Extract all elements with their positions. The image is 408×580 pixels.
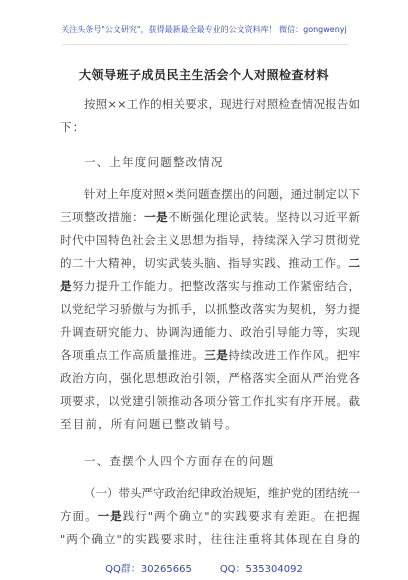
text-span: 方面。 <box>60 509 98 523</box>
header-divider <box>62 44 348 45</box>
text-span: 三项整改措施： <box>60 210 145 224</box>
qq-number: QQ：535304092 <box>219 564 303 575</box>
emphasis-span: 是 <box>60 279 73 293</box>
emphasis-span: 二 <box>348 256 360 270</box>
section-2-line-1: （一）带头严守政治纪律政治规矩，维护党的团结统一 <box>84 486 360 500</box>
document-title: 大领导班子成员民主生活会个人对照检查材料 <box>78 68 329 82</box>
section-1-line-2 <box>60 210 360 224</box>
section-1-line-9: 政治方向，强化思想政治引领，严格落实全面从严治党各 <box>60 371 360 385</box>
section-1-line-8 <box>60 348 360 362</box>
text-span: 的二十大精神，切实武装头脑、指导实践、推动工作。 <box>60 256 349 270</box>
text-span: 持续改进工作作风。把牢 <box>228 348 361 362</box>
section-1-line-4 <box>60 256 360 270</box>
intro-line-2: 下： <box>60 120 86 134</box>
emphasis-span: 三是 <box>204 348 229 362</box>
section-1-heading: 一、上年度问题整改情况 <box>84 155 224 169</box>
header-banner: 关注头条号"公文研究"，获得最新最全最专业的公文资料库！ 微信：gongwenyj <box>61 25 347 34</box>
section-1-line-1: 针对上年度对照×类问题查摆出的问题，通过制定以下 <box>84 187 360 201</box>
section-1-line-10: 项要求，以党建引领推动各项分管工作扎实有序开展。截 <box>60 394 360 408</box>
section-1-line-7: 升调查研究能力、协调沟通能力、政治引导能力等，实现 <box>60 325 360 339</box>
section-2-line-2 <box>60 509 360 523</box>
section-1-line-5 <box>60 279 360 293</box>
section-1-line-11: 至目前，所有问题已整改销号。 <box>60 417 238 431</box>
section-2-heading: 一、查摆个人四个方面存在的问题 <box>84 454 275 468</box>
qq-group-number: QQ群：30265665 <box>105 564 192 575</box>
text-span: 各项重点工作高质量推进。 <box>60 348 205 362</box>
footer-contact <box>0 560 408 575</box>
emphasis-span: 一是 <box>144 210 169 224</box>
text-span: 践行"两个确立"的实践要求有差距。在把握 <box>122 509 361 523</box>
text-span: 不断强化理论武装。坚持以习近平新 <box>168 210 361 224</box>
section-1-line-3: 时代中国特色社会主义思想为指导，持续深入学习贯彻党 <box>60 233 360 247</box>
text-span: 努力提升工作能力。把整改落实与推动工作紧密结合， <box>72 279 361 293</box>
section-1-line-6: 以党纪学习骄傲与为抓手，以抓整改落实为契机，努力提 <box>60 302 360 316</box>
section-2-line-3: "两个确立"的实践要求时，往往注重将其体现在自身的 <box>60 532 360 546</box>
emphasis-span: 一是 <box>97 509 123 523</box>
intro-line-1: 按照××工作的相关要求，现进行对照检查情况报告如 <box>84 97 360 111</box>
